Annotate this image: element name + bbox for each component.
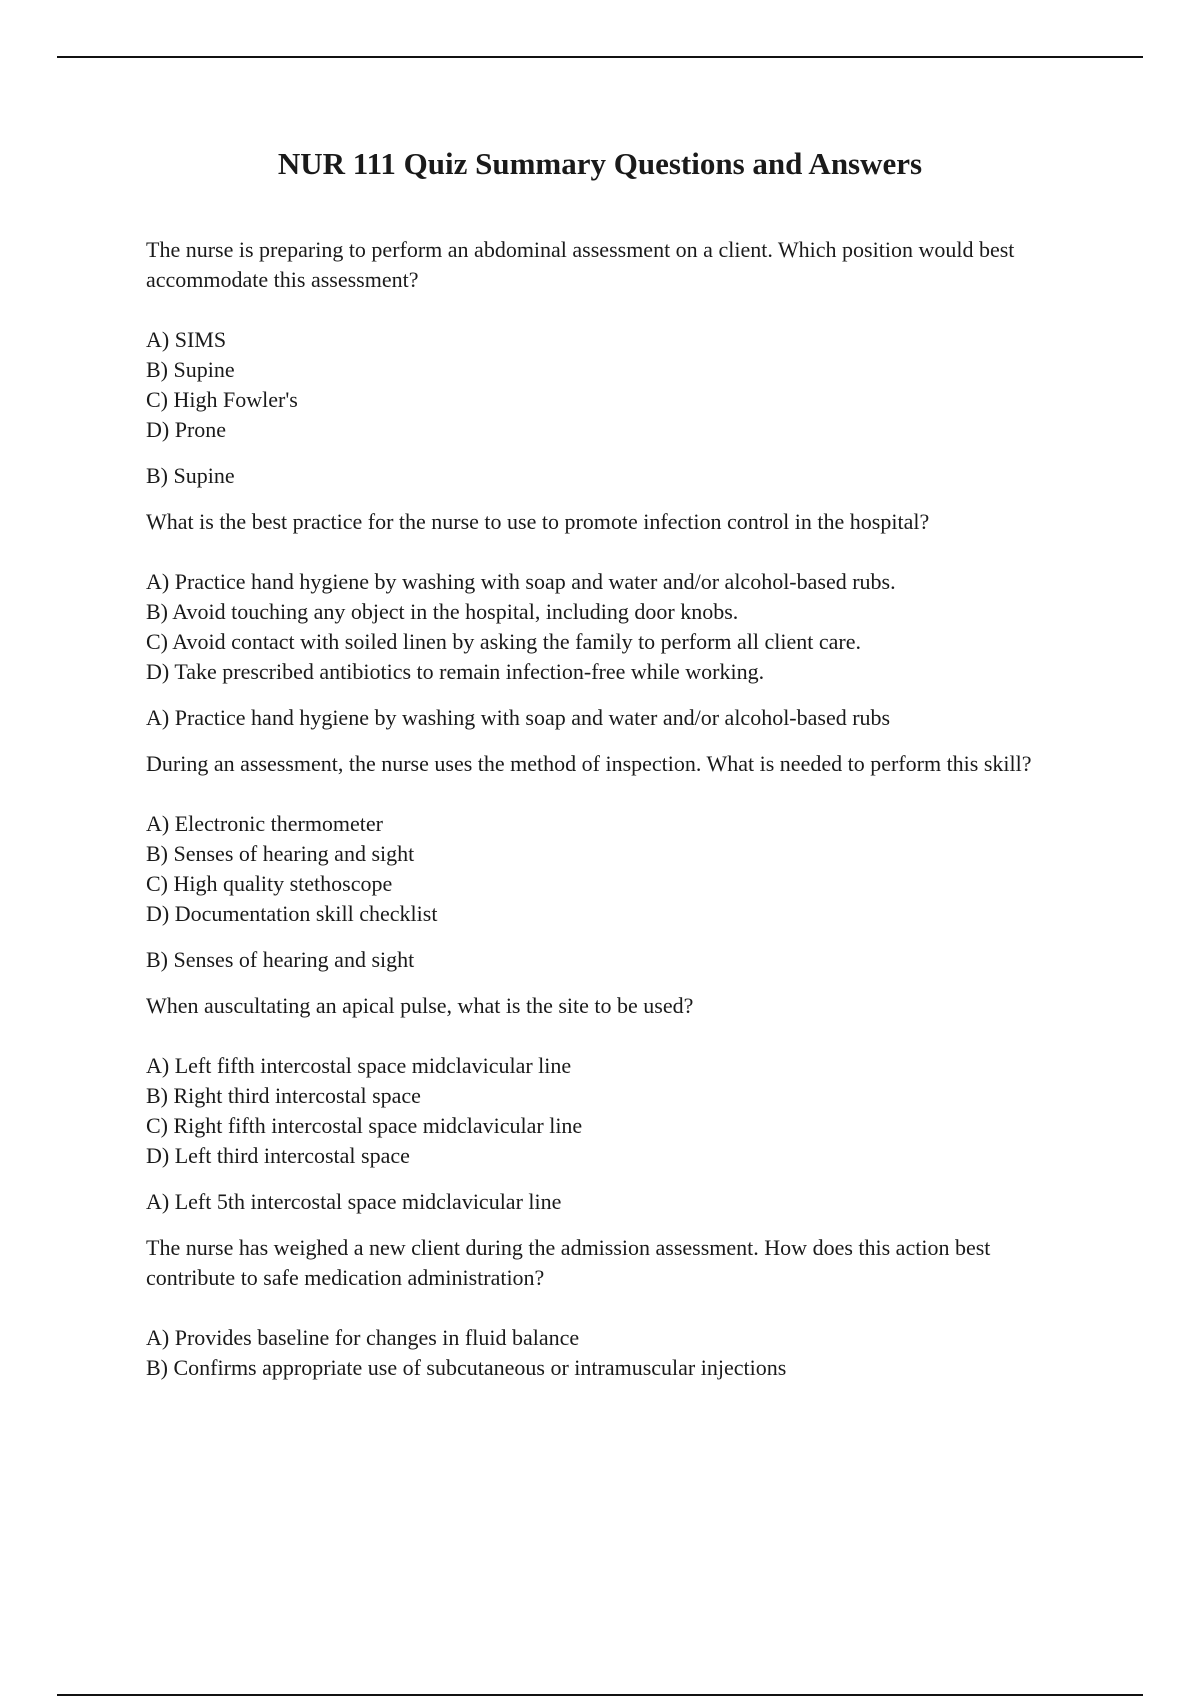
question-text: The nurse has weighed a new client during the admission assessment. How does this action best contribute to safe medication administration? bbox=[146, 1235, 991, 1290]
option-item: D) Documentation skill checklist bbox=[146, 901, 438, 926]
question-text: The nurse is preparing to perform an abdominal assessment on a client. Which position would best accommodate this assessment? bbox=[146, 237, 1015, 292]
option-item: C) Avoid contact with soiled linen by asking the family to perform all client care. bbox=[146, 629, 862, 654]
option-list bbox=[146, 567, 1076, 687]
option-item: C) High quality stethoscope bbox=[146, 871, 393, 896]
option-item: D) Left third intercostal space bbox=[146, 1143, 410, 1168]
option-list bbox=[146, 809, 1076, 929]
option-item: D) Take prescribed antibiotics to remain infection-free while working. bbox=[146, 659, 765, 684]
question-block-5 bbox=[146, 1233, 1076, 1383]
option-list bbox=[146, 325, 1076, 445]
question-text: What is the best practice for the nurse to use to promote infection control in the hospital? bbox=[146, 509, 930, 534]
question-text: During an assessment, the nurse uses the method of inspection. What is needed to perform this skill? bbox=[146, 751, 1032, 776]
option-item: A) SIMS bbox=[146, 327, 227, 352]
option-item: C) Right fifth intercostal space midclavicular line bbox=[146, 1113, 583, 1138]
option-item: A) Electronic thermometer bbox=[146, 811, 384, 836]
answer-text: A) Left 5th intercostal space midclavicular line bbox=[146, 1189, 562, 1214]
answer-text: B) Supine bbox=[146, 463, 235, 488]
question-block-3 bbox=[146, 749, 1076, 975]
question-block-1 bbox=[146, 235, 1076, 491]
top-rule bbox=[57, 56, 1143, 58]
option-item: A) Practice hand hygiene by washing with soap and water and/or alcohol-based rubs. bbox=[146, 569, 896, 594]
option-item: A) Provides baseline for changes in fluid balance bbox=[146, 1325, 580, 1350]
option-item: B) Confirms appropriate use of subcutaneous or intramuscular injections bbox=[146, 1355, 787, 1380]
question-block-4 bbox=[146, 991, 1076, 1217]
quiz-content bbox=[146, 235, 1076, 1383]
option-item: B) Supine bbox=[146, 357, 235, 382]
question-text: When auscultating an apical pulse, what is the site to be used? bbox=[146, 993, 694, 1018]
option-list bbox=[146, 1051, 1076, 1171]
option-item: A) Left fifth intercostal space midclavicular line bbox=[146, 1053, 572, 1078]
answer-text: A) Practice hand hygiene by washing with soap and water and/or alcohol-based rubs bbox=[146, 705, 891, 730]
option-item: D) Prone bbox=[146, 417, 227, 442]
bottom-rule bbox=[57, 1694, 1143, 1696]
option-list bbox=[146, 1323, 1076, 1383]
option-item: B) Senses of hearing and sight bbox=[146, 841, 415, 866]
answer-text: B) Senses of hearing and sight bbox=[146, 947, 415, 972]
question-block-2 bbox=[146, 507, 1076, 733]
page-title: NUR 111 Quiz Summary Questions and Answers bbox=[277, 146, 923, 181]
option-item: B) Avoid touching any object in the hospital, including door knobs. bbox=[146, 599, 739, 624]
option-item: B) Right third intercostal space bbox=[146, 1083, 421, 1108]
option-item: C) High Fowler's bbox=[146, 387, 298, 412]
